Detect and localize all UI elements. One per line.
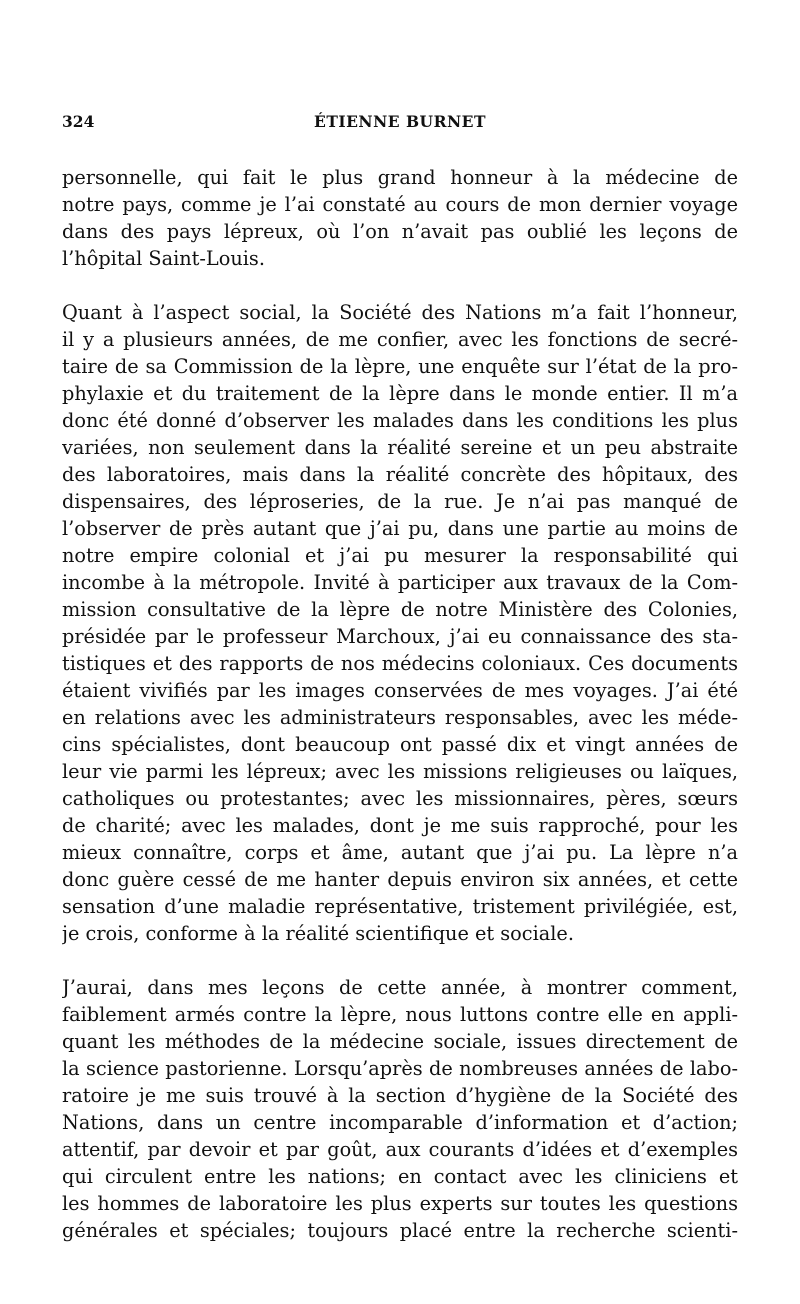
text-line: ratoire je me suis trouvé à la section d’hygiène de la Société des <box>62 1084 738 1107</box>
text-line: notre empire colonial et j’ai pu mesurer la responsabilité qui <box>62 544 738 567</box>
text-line: il y a plusieurs années, de me confier, avec les fonctions de secré- <box>62 328 738 351</box>
paragraph-gap <box>62 272 738 299</box>
text-line: cins spécialistes, dont beaucoup ont passé dix et vingt années de <box>62 733 738 756</box>
text-line: les hommes de laboratoire les plus experts sur toutes les questions <box>62 1192 738 1215</box>
paragraph-1 <box>62 164 738 272</box>
text-line: catholiques ou protestantes; avec les missionnaires, pères, sœurs <box>62 787 738 810</box>
text-line: dans des pays lépreux, où l’on n’avait pas oublié les leçons de <box>62 220 738 243</box>
text-line: des laboratoires, mais dans la réalité concrète des hôpitaux, des <box>62 463 738 486</box>
text-line: donc été donné d’observer les malades dans les conditions les plus <box>62 409 738 432</box>
text-line: dispensaires, des léproseries, de la rue. Je n’ai pas manqué de <box>62 490 738 513</box>
text-line: variées, non seulement dans la réalité sereine et un peu abstraite <box>62 436 738 459</box>
text-line: mission consultative de la lèpre de notre Ministère des Colonies, <box>62 598 738 621</box>
text-line: Quant à l’aspect social, la Société des Nations m’a fait l’honneur, <box>62 301 738 324</box>
text-line: étaient vivifiés par les images conservées de mes voyages. J’ai été <box>62 679 738 702</box>
text-line: Nations, dans un centre incomparable d’information et d’action; <box>62 1111 738 1134</box>
text-line: l’observer de près autant que j’ai pu, dans une partie au moins de <box>62 517 738 540</box>
text-line: sensation d’une maladie représentative, tristement privilégiée, est, <box>62 895 738 918</box>
text-line: J’aurai, dans mes leçons de cette année, à montrer comment, <box>62 976 738 999</box>
text-line: mieux connaître, corps et âme, autant que j’ai pu. La lèpre n’a <box>62 841 738 864</box>
text-line: phylaxie et du traitement de la lèpre dans le monde entier. Il m’a <box>62 382 738 405</box>
running-head <box>62 112 738 136</box>
text-line: en relations avec les administrateurs responsables, avec les méde- <box>62 706 738 729</box>
page-number: 324 <box>62 112 95 131</box>
text-line: générales et spéciales; toujours placé entre la recherche scienti- <box>62 1219 738 1242</box>
text-line: incombe à la métropole. Invité à participer aux travaux de la Com- <box>62 571 738 594</box>
text-line: notre pays, comme je l’ai constaté au cours de mon dernier voyage <box>62 193 738 216</box>
paragraph-3 <box>62 974 738 1244</box>
text-line: qui circulent entre les nations; en contact avec les cliniciens et <box>62 1165 738 1188</box>
text-line: attentif, par devoir et par goût, aux courants d’idées et d’exemples <box>62 1138 738 1161</box>
text-line: présidée par le professeur Marchoux, j’ai eu connaissance des sta- <box>62 625 738 648</box>
text-line: la science pastorienne. Lorsqu’après de nombreuses années de labo- <box>62 1057 738 1080</box>
text-line: de charité; avec les malades, dont je me suis rapproché, pour les <box>62 814 738 837</box>
paragraph-gap <box>62 947 738 974</box>
running-title: ÉTIENNE BURNET <box>314 112 486 131</box>
text-line: l’hôpital Saint-Louis. <box>62 247 265 270</box>
text-line: taire de sa Commission de la lèpre, une enquête sur l’état de la pro- <box>62 355 738 378</box>
text-line: personnelle, qui fait le plus grand honneur à la médecine de <box>62 166 738 189</box>
text-line: donc guère cessé de me hanter depuis environ six années, et cette <box>62 868 738 891</box>
text-line: tistiques et des rapports de nos médecins coloniaux. Ces documents <box>62 652 738 675</box>
body-text <box>62 164 738 1244</box>
paragraph-2 <box>62 299 738 947</box>
text-line: leur vie parmi les lépreux; avec les missions religieuses ou laïques, <box>62 760 738 783</box>
text-line: faiblement armés contre la lèpre, nous luttons contre elle en appli- <box>62 1003 738 1026</box>
text-line: quant les méthodes de la médecine sociale, issues directement de <box>62 1030 738 1053</box>
text-line: je crois, conforme à la réalité scientifique et sociale. <box>62 922 574 945</box>
